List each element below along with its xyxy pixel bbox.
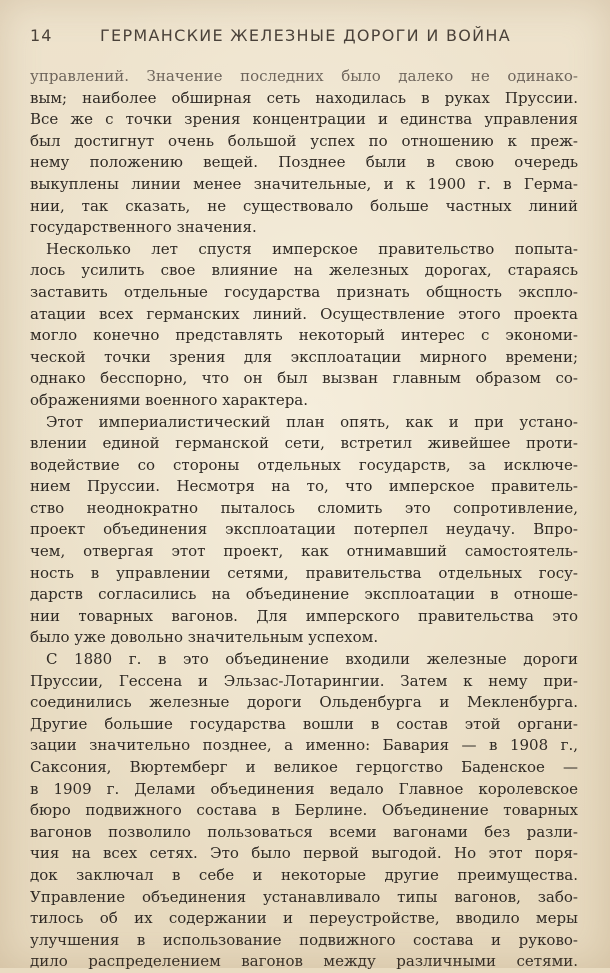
text-line: соединились железные дороги Ольденбурга и Мекленбурга. — [30, 693, 578, 712]
text-line: С 1880 г. в это объединение входили железные дороги — [46, 650, 578, 669]
text-line: док заключал в себе и некоторые другие преимущества. — [30, 865, 578, 884]
text-line: зации значительно позднее, а именно: Бавария — в 1908 г., — [30, 736, 578, 755]
text-line: ство неоднократно пыталось сломить это сопротивление, — [30, 498, 578, 517]
text-line: бюро подвижного состава в Берлине. Объединение товарных — [30, 801, 578, 820]
text-line: нии товарных вагонов. Для имперского правительства это — [30, 606, 578, 625]
paragraph — [30, 649, 578, 973]
text-line: Этот империалистический план опять, как и при устано- — [46, 412, 578, 431]
text-line: был достигнут очень большой успех по отношению к преж- — [30, 131, 578, 150]
text-line: Все же с точки зрения концентрации и единства управления — [30, 110, 578, 129]
text-line: дарств согласились на объединение эксплоатации в отноше- — [30, 585, 578, 604]
text-line: вагонов позволило пользоваться всеми вагонами без разли- — [30, 822, 578, 841]
text-line: проект объединения эксплоатации потерпел неудачу. Впро- — [30, 520, 578, 539]
text-line: улучшения в использование подвижного состава и руково- — [30, 930, 578, 949]
text-line: государственного значения. — [30, 218, 257, 237]
text-line: водействие со стороны отдельных государств, за исключе- — [30, 455, 578, 474]
text-line: вым; наиболее обширная сеть находилась в руках Пруссии. — [30, 88, 578, 107]
text-line: Несколько лет спустя имперское правительство попыта- — [46, 239, 578, 258]
text-line: чия на всех сетях. Это было первой выгодой. Но этот поря- — [30, 844, 578, 863]
body-text — [30, 66, 578, 973]
text-line: могло конечно представлять некоторый интерес с экономи- — [30, 326, 578, 345]
text-line: Управление объединения устанавливало типы вагонов, забо- — [30, 887, 578, 906]
text-line: ображениями военного характера. — [30, 390, 309, 409]
text-line: было уже довольно значительным успехом. — [30, 628, 379, 647]
text-line: лось усилить свое влияние на железных дорогах, стараясь — [30, 261, 578, 280]
text-line: нием Пруссии. Несмотря на то, что имперское правитель- — [30, 477, 578, 496]
page-number: 14 — [30, 26, 53, 45]
text-line: Пруссии, Гессена и Эльзас-Лотарингии. Затем к нему при- — [30, 671, 578, 690]
text-line: в 1909 г. Делами объединения ведало Главное королевское — [30, 779, 578, 798]
text-line: тилось об их содержании и переустройстве, вводило меры — [30, 909, 578, 928]
text-line: чем, отвергая этот проект, как отнимавший самостоятель- — [30, 542, 578, 561]
running-title: ГЕРМАНСКИЕ ЖЕЛЕЗНЫЕ ДОРОГИ И ВОЙНА — [100, 26, 511, 45]
text-line: ческой точки зрения для эксплоатации мирного времени; — [30, 347, 578, 366]
text-line: выкуплены линии менее значительные, и к 1900 г. в Герма- — [30, 174, 578, 193]
text-line: заставить отдельные государства признать общность экспло- — [30, 282, 578, 301]
text-line: Другие большие государства вошли в состав этой органи- — [30, 714, 578, 733]
text-line: дило распределением вагонов между различными сетями. — [30, 952, 578, 971]
paragraph — [30, 412, 578, 650]
text-line: нему положению вещей. Позднее были в свою очередь — [30, 153, 578, 172]
paragraph — [30, 239, 578, 412]
text-line: Саксония, Вюртемберг и великое герцогство Баденское — — [30, 758, 578, 776]
text-line: влении единой германской сети, встретил живейшее проти- — [30, 434, 578, 453]
text-line: однако бесспорно, что он был вызван главным образом со- — [30, 369, 578, 388]
paragraph — [30, 66, 578, 239]
text-line: нии, так сказать, не существовало больше частных линий — [30, 196, 578, 215]
text-line: ность в управлении сетями, правительства отдельных госу- — [30, 563, 578, 582]
running-head — [30, 26, 590, 50]
text-line: управлений. Значение последних было далеко не одинако- — [30, 67, 578, 85]
text-line: атации всех германских линий. Осуществление этого проекта — [30, 304, 578, 323]
